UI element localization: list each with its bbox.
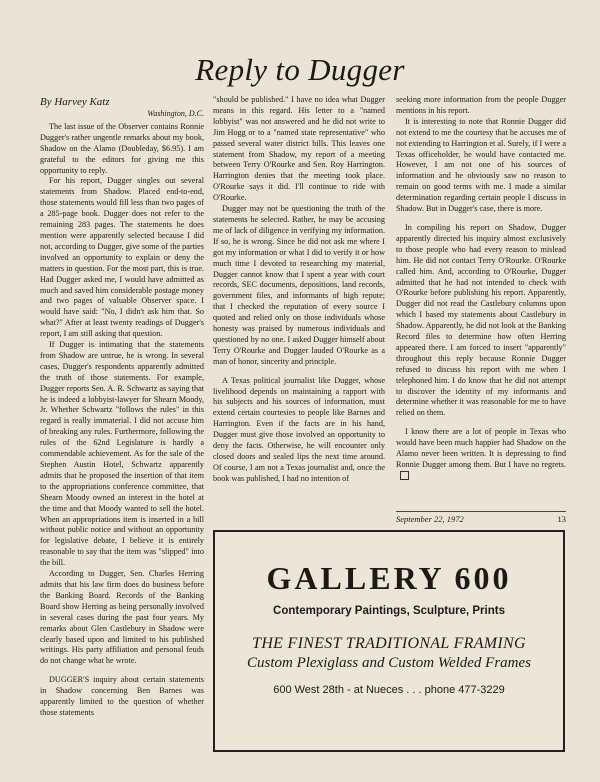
gallery-advertisement bbox=[213, 530, 565, 752]
column-2 bbox=[213, 95, 385, 485]
paragraph: DUGGER'S inquiry about certain statements in Shadow concerning Ben Barnes was apparently limited to the question of whether those statements bbox=[40, 675, 204, 717]
article-title: Reply to Dugger bbox=[195, 52, 405, 87]
paragraph: It is interesting to note that Ronnie Dugger did not extend to me the courtesy that he accuses me of not extending to Harrington et al. Surely, if I were a Texas officeholder, he would have contacted me. However, I am not one of his sources of information and he obviously saw no reason to remain on good terms with me. I made a similar determination regarding certain people I discuss in Shadow. But in Dugger's case, there is more. bbox=[396, 116, 566, 214]
issue-date: September 22, 1972 bbox=[396, 514, 464, 524]
page-number: 13 bbox=[557, 514, 566, 524]
paragraph: For his report, Dugger singles out several statements from Shadow. Placed end-to-end, those statements would fill less than two pages of a 285-page book. Dugger does not refer to the remaining 283 pages. The statements he does mention were apparently selected because I did not, according to Dugger, give some of the parties involved an opportunity to explain or deny the matters in question. For the most part, this is true. Had Dugger asked me, I would have admitted as much and saved him considerable postage money and two pages of valuable Observer space. I would have said: "No, I didn't ask him that. So what?" After at least twenty readings of Dugger's report, I am still asking that question. bbox=[40, 176, 204, 339]
ad-address: 600 West 28th - at Nueces . . . phone 477-3229 bbox=[273, 684, 505, 696]
ad-gallery-name: GALLERY 600 bbox=[266, 560, 512, 596]
byline: By Harvey Katz bbox=[40, 96, 110, 108]
paragraph: According to Dugger, Sen. Charles Herring admits that his law firm does do business before the Banking Board. Records of the Banking Board show Herring as being personally involved in several cases during the past four years. My remarks about Glen Castlebury in Shadow were clearly based upon and limited to his published writings. His party affiliation and personal feuds do not change what he wrote. bbox=[40, 569, 204, 666]
column-1 bbox=[40, 95, 204, 719]
paragraph: Dugger may not be questioning the truth of the statements he selected. Rather, he may be accusing me of lack of diligence in verifying my information. If so, he is wrong. Since he did not ask me where I got my information or what I did to verify it or how much time I devoted to researching my material, Dugger cannot know that I spent a year with court records, SEC documents, depositions, land records, government files, and informants of high repute; that I checked the reputation of every source I quoted and relied only on those individuals whose honesty was praised by numerous individuals and questioned by no one. I asked Dugger himself about Terry O'Rourke and Dugger lauded O'Rourke as a man of honor, sincerity and principle. bbox=[213, 204, 385, 366]
paragraph: seeking more information from the people Dugger mentions in his report. bbox=[396, 95, 566, 115]
ad-tagline: Contemporary Paintings, Sculpture, Prints bbox=[273, 605, 505, 617]
dateline-location: Washington, D.C. bbox=[147, 109, 204, 118]
paragraph: The last issue of the Observer contains Ronnie Dugger's rather ungentle remarks about my book, Shadow on the Alamo (Doubleday, $6.95). I am grateful to the editors for giving me this opportunity to reply. bbox=[40, 121, 204, 175]
column-3 bbox=[396, 95, 566, 483]
paragraph: A Texas political journalist like Dugger, whose livelihood depends on maintaining a rapport with his subjects and his sources of information, must extend certain courtesies to people like Barnes and Harrington. Even if the facts are in his hand, Dugger must give those involved an opportunity to deny the facts. Otherwise, he will encounter only closed doors and sealed lips the next time around. Of course, I am not a Texas journalist and, once the book was published, I had no intention of bbox=[213, 375, 385, 483]
paragraph: In compiling his report on Shadow, Dugger apparently directed his inquiry almost exclusively to those people who had every reason to mislead him. He did not contact Terry O'Rourke. O'Rourke called him. And, according to O'Rourke, Dugger admitted that he had not intended to check with O'Rourke before publishing his report. Apparently, Dugger did not read the Castlebury columns upon which I based my statements about Castlebury in Shadow. Apparently, he did not look at the Banking Record files to determine how often Herring appeared there. I am forced to insert "apparently" throughout this reply because Ronnie Dugger refused to discuss his report with me when I telephoned him. I do know that he did not attempt to discover the identity of my informants and determine whether it was reasonable for me to have relied on them. bbox=[396, 222, 566, 418]
paragraph: "should be published." I have no idea what Dugger means in this regard. His letter to a "named lobbyist" was not answered and he did not write to Jim Hogg or to a "named state representative" who passed several water district bills. This leaves one statement from Shadow, my report of a meeting between Terry O'Rourke and Sen. Roy Harrington. Harrington denies that the meeting took place. O'Rourke says it did. I'll continue to ride with O'Rourke. bbox=[213, 95, 385, 203]
ad-framing-line: THE FINEST TRADITIONAL FRAMING bbox=[252, 635, 526, 652]
ad-custom-frames-line: Custom Plexiglass and Custom Welded Frames bbox=[246, 655, 532, 671]
page-footer bbox=[396, 511, 566, 524]
end-mark-icon bbox=[400, 471, 409, 480]
paragraph bbox=[396, 427, 566, 483]
paragraph: If Dugger is intimating that the statements from Shadow are untrue, he is wrong. In several cases, Dugger's respondents apparently admitted the truth of those statements. For example, Dugger reports Sen. A. R. Schwartz as saying that he is indeed a lobbyist-lawyer for Shearn Moody, Jr. Whether Schwartz "follows the rules" in this regard is really immaterial. I did not accuse him of breaking any rules. Furthermore, following the rules of the 62nd Legislature is hardly a commendable achievement. As for the sale of the Stephen Austin Hotel, Schwartz apparently admits that he proposed the insertion of that item to the appropriations conference committee, that Shearn Moody owned an interest in the hotel at the time and that Moody wanted to sell the hotel. When an appropriations item is inserted in a bill without public notice and without an opportunity for legislative debate, I believe it is entirely reasonable to say that the item was "slipped" into the bill. bbox=[40, 340, 204, 568]
closing-text: I know there are a lot of people in Texas who would have been much happier had Shadow on the Alamo never been written. It is depressing to find Ronnie Dugger among them. But I have no regrets. bbox=[396, 427, 566, 469]
